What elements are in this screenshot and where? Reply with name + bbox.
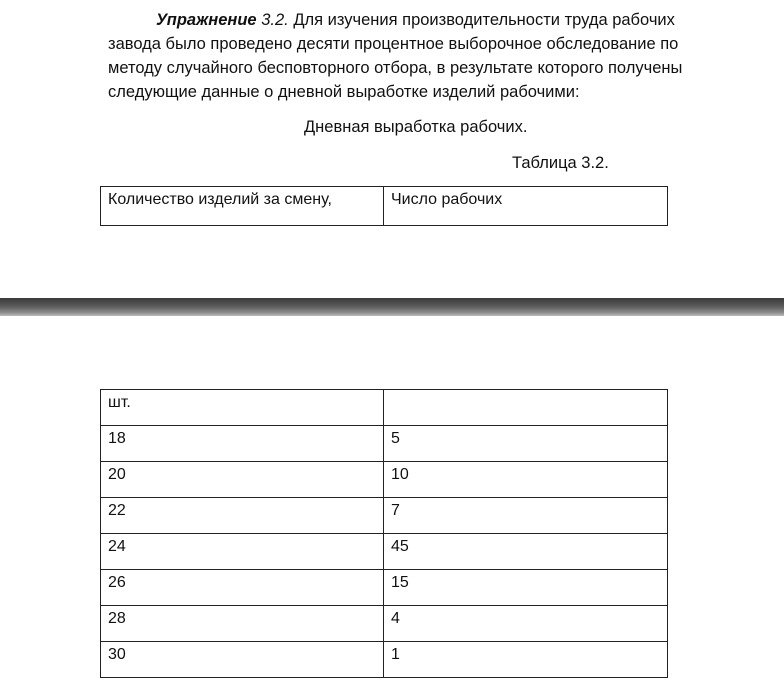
- exercise-paragraph: [108, 8, 748, 104]
- table-row: [101, 570, 668, 606]
- cell-quantity: 24: [101, 534, 384, 570]
- table-row: [101, 498, 668, 534]
- cell-workers: 10: [384, 462, 668, 498]
- table-number: Таблица 3.2.: [512, 154, 609, 172]
- header-cell-unit: шт.: [101, 390, 384, 426]
- exercise-line1-text: Для изучения производительности труда рабочих: [293, 11, 675, 29]
- table-row: [101, 606, 668, 642]
- page-top: [0, 0, 784, 298]
- page-gap-divider: [0, 298, 784, 316]
- paragraph-line-4: следующие данные о дневной выработке изделий рабочими:: [108, 83, 580, 101]
- cell-quantity: 26: [101, 570, 384, 606]
- data-table-body: [100, 389, 668, 678]
- header-cell-empty: [384, 390, 668, 426]
- table-row: [101, 462, 668, 498]
- cell-quantity: 28: [101, 606, 384, 642]
- cell-workers: 4: [384, 606, 668, 642]
- cell-workers: 5: [384, 426, 668, 462]
- header-cell-quantity: Количество изделий за смену,: [101, 187, 384, 226]
- table-header-row: [101, 187, 668, 226]
- paragraph-line-3: методу случайного бесповторного отбора, в результате которого получены: [108, 59, 683, 77]
- table-caption: Дневная выработка рабочих.: [304, 118, 528, 136]
- exercise-lead: Упражнение: [156, 11, 257, 29]
- cell-workers: 45: [384, 534, 668, 570]
- cell-quantity: 18: [101, 426, 384, 462]
- paragraph-line-2: завода было проведено десяти процентное выборочное обследование по: [108, 35, 679, 53]
- table-header-continued-row: [101, 390, 668, 426]
- table-row: [101, 642, 668, 678]
- data-table-header: [100, 186, 668, 226]
- cell-quantity: 22: [101, 498, 384, 534]
- paragraph-line-1: [108, 8, 748, 32]
- cell-workers: 7: [384, 498, 668, 534]
- table-row: [101, 534, 668, 570]
- header-cell-workers: Число рабочих: [384, 187, 668, 226]
- table-row: [101, 426, 668, 462]
- cell-workers: 15: [384, 570, 668, 606]
- cell-quantity: 30: [101, 642, 384, 678]
- cell-workers: 1: [384, 642, 668, 678]
- cell-quantity: 20: [101, 462, 384, 498]
- exercise-number: 3.2.: [261, 11, 289, 29]
